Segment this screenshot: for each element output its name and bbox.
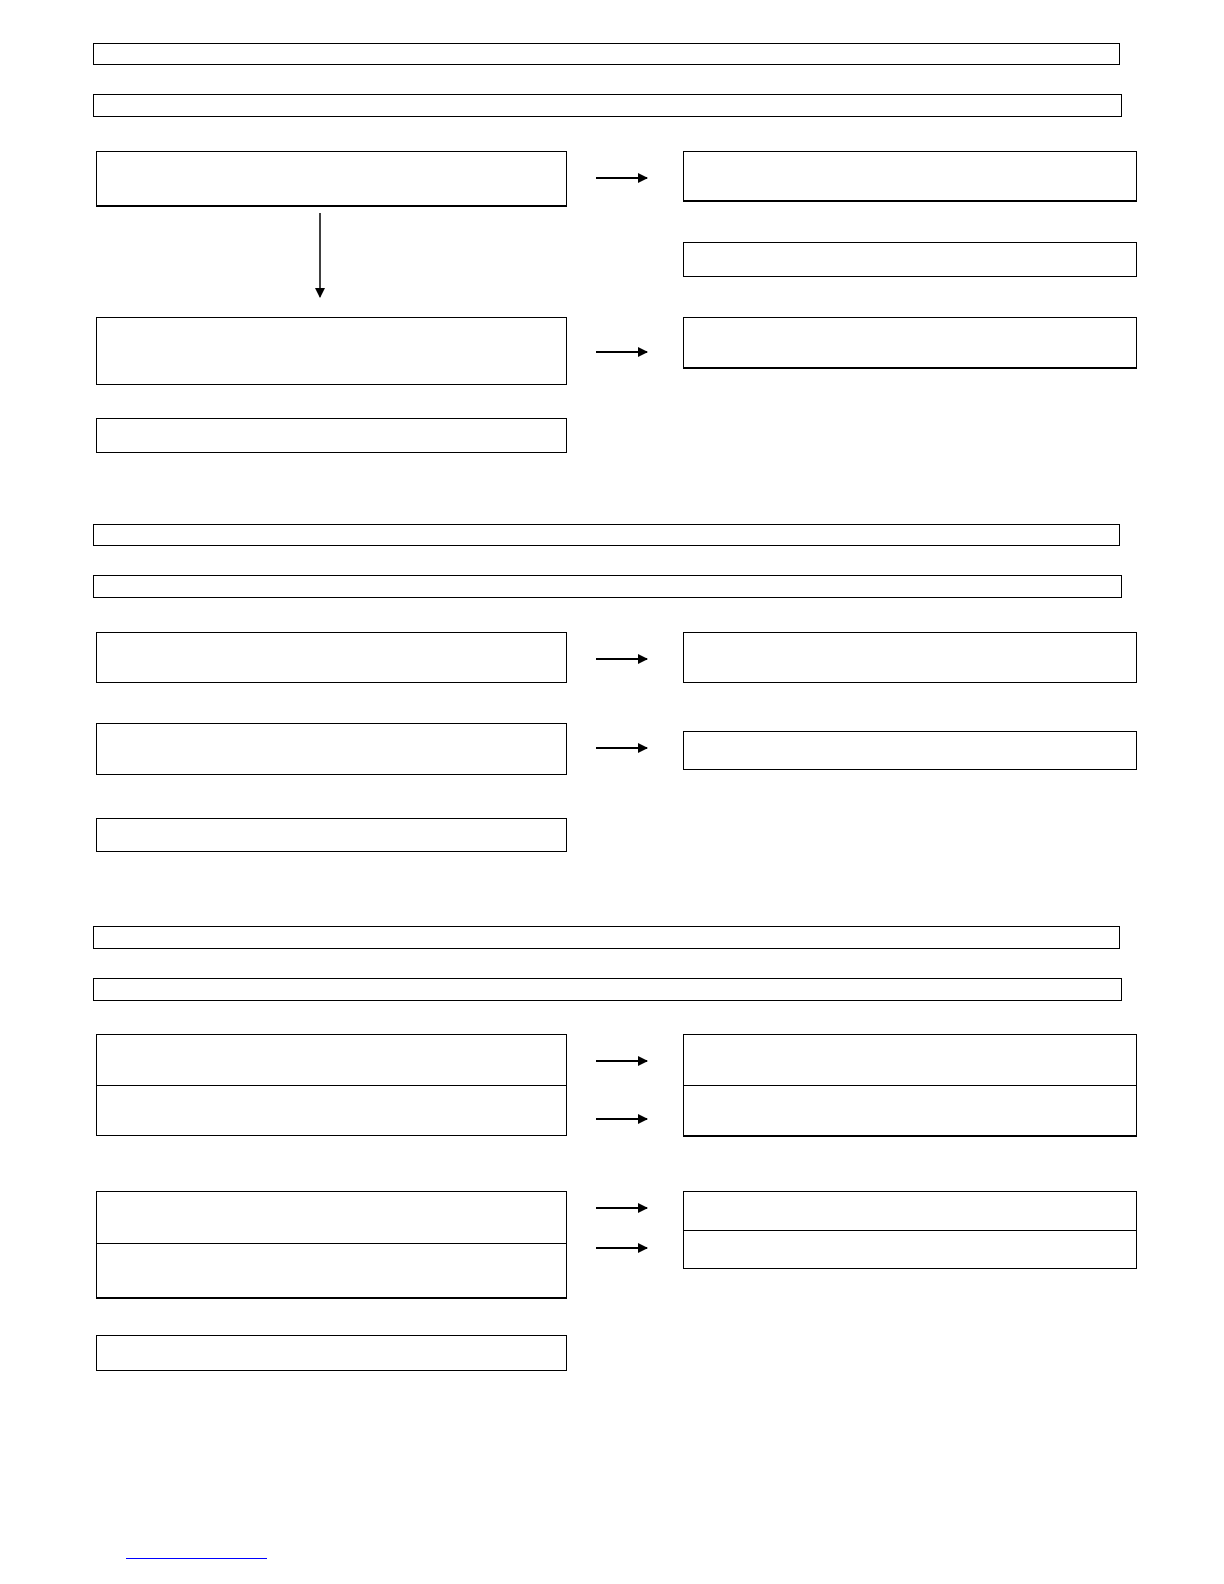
footer-link[interactable] xyxy=(126,1558,267,1559)
